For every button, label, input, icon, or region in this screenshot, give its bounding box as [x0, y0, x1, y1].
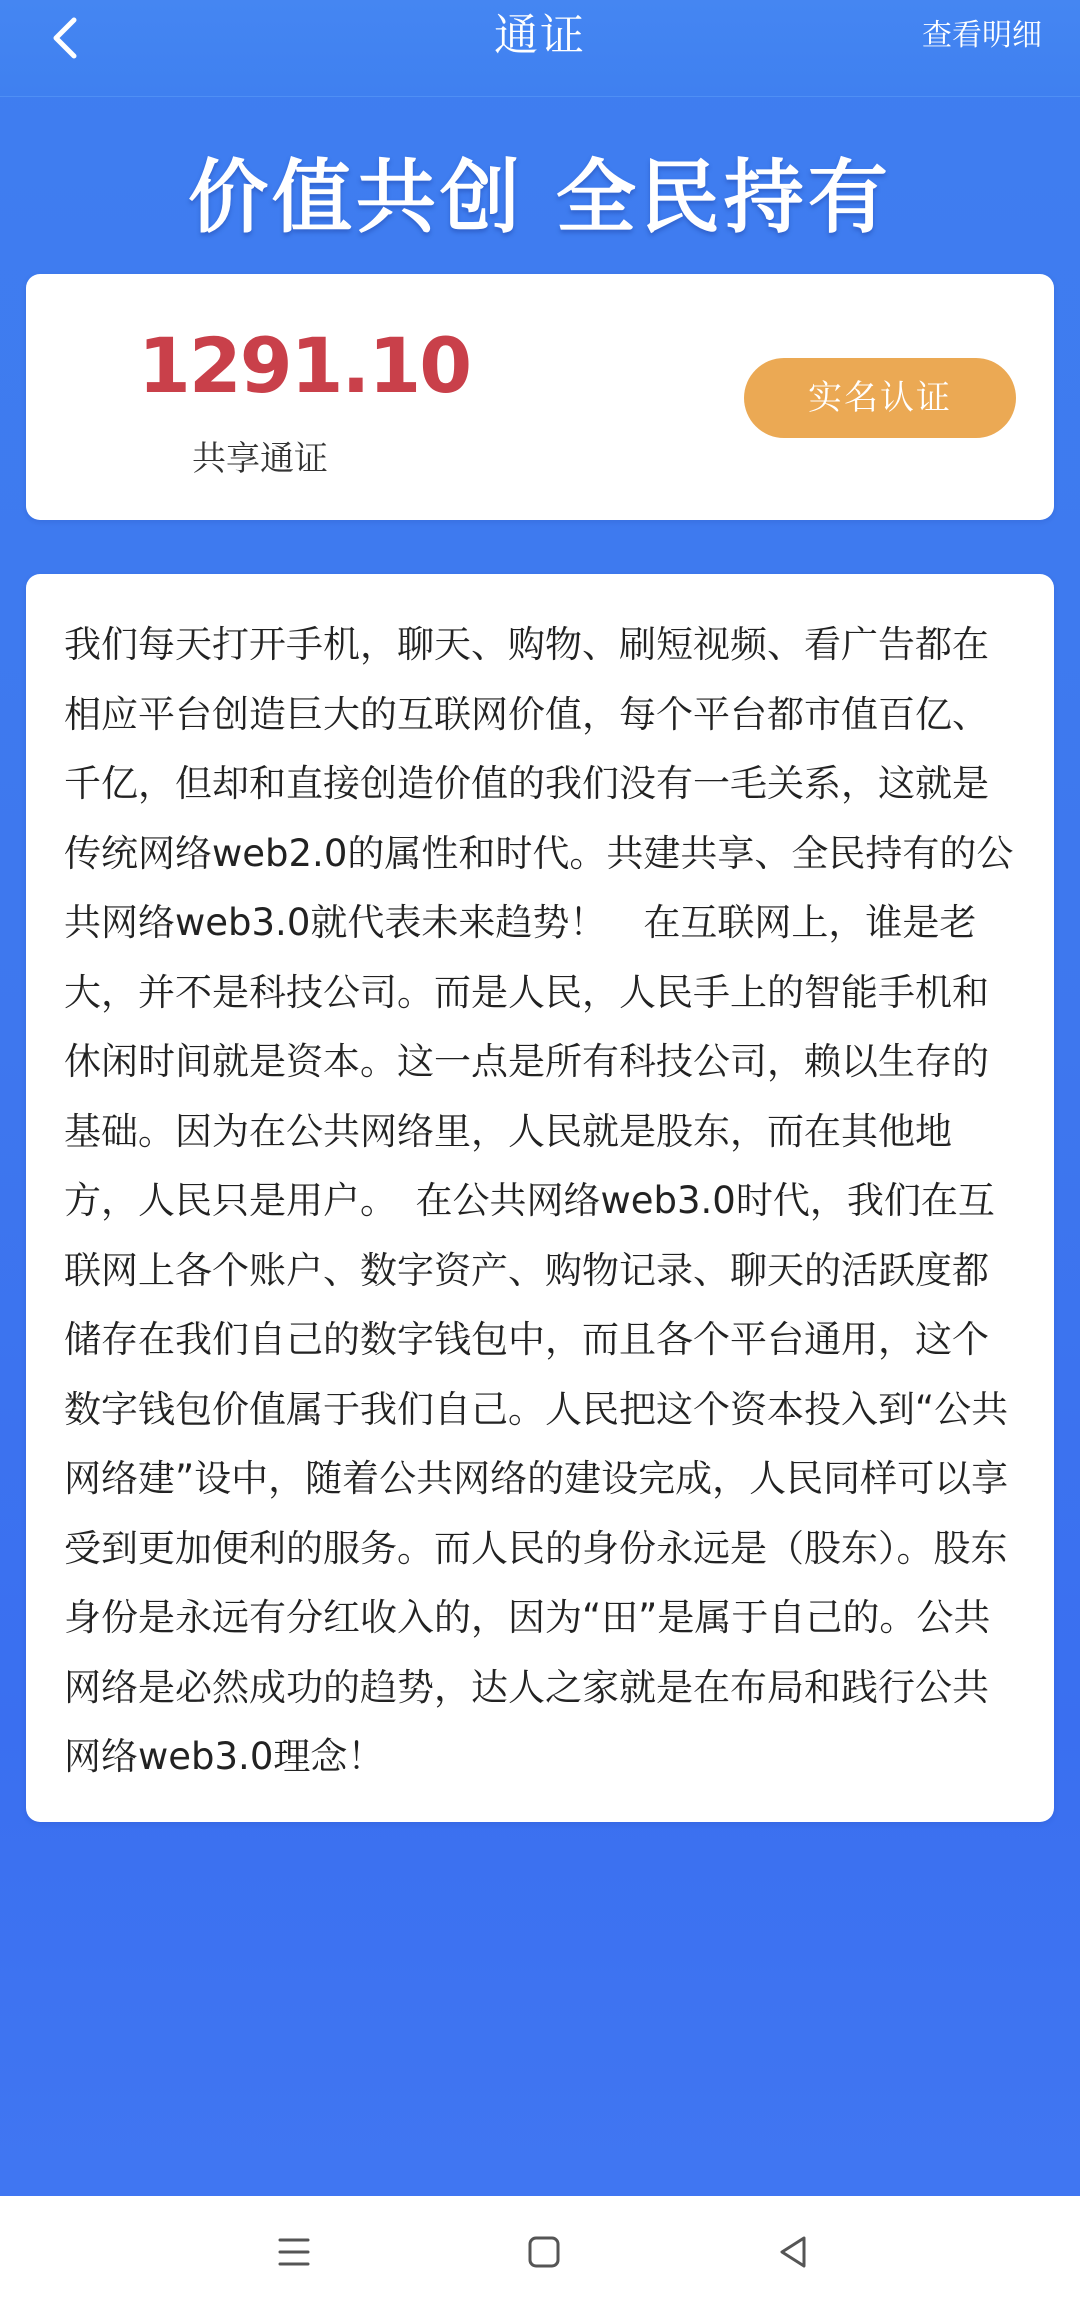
nav-menu-button[interactable] — [266, 2224, 322, 2280]
view-details-link[interactable]: 查看明细 — [922, 18, 1042, 53]
menu-icon — [266, 2224, 322, 2280]
slogan-heading: 价值共创 全民持有 — [188, 151, 892, 244]
description-card — [26, 574, 1054, 1822]
balance-card — [26, 274, 1054, 520]
description-text: 我们每天打开手机，聊天、购物、刷短视频、看广告都在相应平台创造巨大的互联网价值，每个平台都市值百亿、千亿，但却和直接创造价值的我们没有一毛关系，这就是传统网络web2.0的属性和时代。共建共享、全民持有的公共网络web3.0就代表未来趋势！ 在互联网上，谁是老大，并不是科技公司。而是人民，人民手上的智能手机和休闲时间就是资本。这一点是所有科技公司，赖以生存的基础。因为在公共网络里，人民就是股东，而在其他地方，人民只是用户。 在公共网络web3.0时代，我们在互联网上各个账户、数字资产、购物记录、聊天的活跃度都储存在我们自己的数字钱包中，而且各个平台通用，这个数字钱包价值属于我们自己。人民把这个资本投入到“公共网络建”设中，随着公共网络的建设完成，人民同样可以享受到更加便利的服务。而人民的身份永远是（股东）。股东身份是永远有分红收入的，因为“田”是属于自己的。公共网络是必然成功的趋势，达人之家就是在布局和践行公共网络web3.0理念！ — [64, 623, 1014, 1778]
page-title: 通证 — [494, 10, 586, 61]
token-balance-amount: 1291.10 — [138, 321, 471, 410]
nav-back-button[interactable] — [766, 2224, 822, 2280]
real-name-verify-button[interactable]: 实名认证 — [744, 358, 1016, 438]
back-triangle-icon — [766, 2224, 822, 2280]
token-balance-label: 共享通证 — [192, 439, 328, 479]
system-nav-bar — [0, 2196, 1080, 2308]
home-square-icon — [516, 2224, 572, 2280]
nav-home-button[interactable] — [516, 2224, 572, 2280]
top-bar — [0, 0, 1080, 97]
